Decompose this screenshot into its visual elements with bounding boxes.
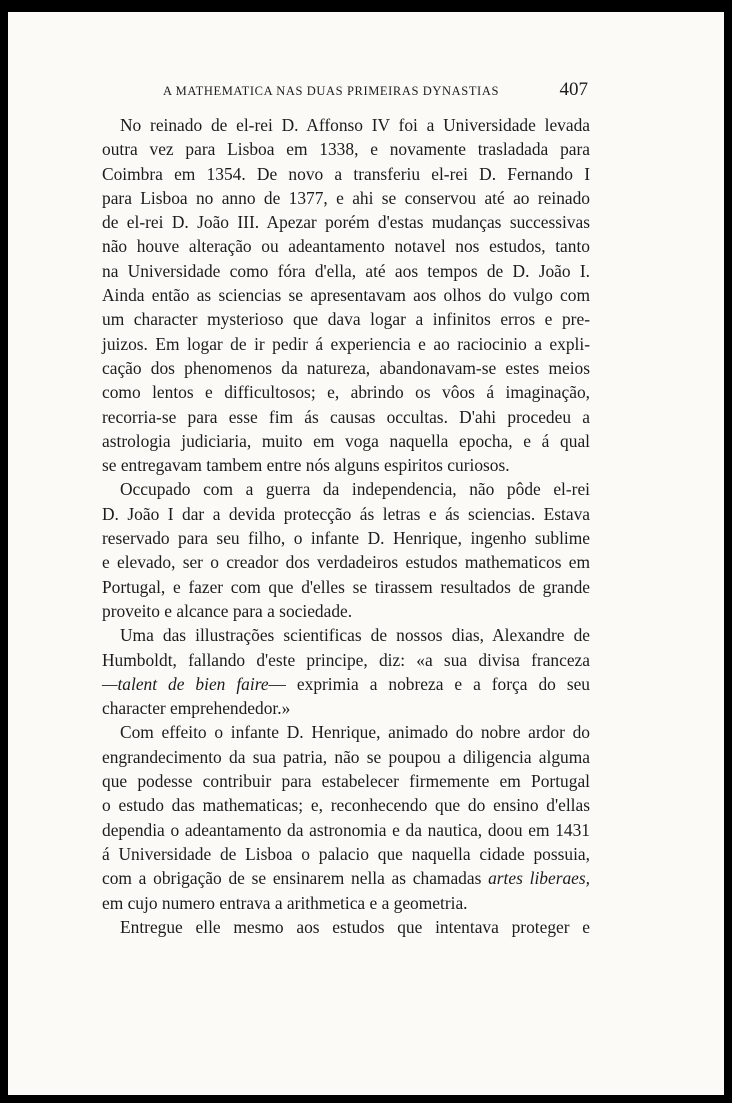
text-line: recorria-se para esse fim ás causas occultas. D'ahi procedeu a xyxy=(102,406,590,427)
paragraph xyxy=(102,623,590,720)
paragraph xyxy=(102,477,590,623)
text-line: juizos. Em logar de ir pedir á experiencia e ao raciocinio a expli- xyxy=(102,333,590,354)
text-line: de el-rei D. João III. Apezar porém d'estas mudanças successivas xyxy=(102,212,590,233)
text-line: como lentos e difficultosos; e, abrindo os vôos á imaginação, xyxy=(102,382,590,403)
body-text xyxy=(102,113,590,939)
text-line: Coimbra em 1354. De novo a transferiu el-rei D. Fernando I xyxy=(102,163,590,184)
text-line: á Universidade de Lisboa o palacio que naquella cidade possuia, xyxy=(102,843,590,864)
text-line: Ainda então as sciencias se apresentavam aos olhos do vulgo com xyxy=(102,285,590,306)
text-line: D. João I dar a devida protecção ás letras e ás sciencias. Estava xyxy=(102,503,590,524)
italic-motto: —talent de bien faire xyxy=(102,673,269,694)
text-line: Humboldt, fallando d'este principe, diz: «a sua divisa franceza xyxy=(102,649,590,670)
page-number: 407 xyxy=(559,79,588,100)
paragraph xyxy=(102,113,590,477)
text-line: No reinado de el-rei D. Affonso IV foi a Universidade levada xyxy=(120,115,590,135)
text-line: e elevado, ser o creador dos verdadeiros estudos mathematicos em xyxy=(102,552,590,573)
text-line: outra vez para Lisboa em 1338, e novamente trasladada para xyxy=(102,139,590,160)
text-line: dependia o adeantamento da astronomia e da nautica, doou em 1431 xyxy=(102,819,590,840)
text-line: o estudo das mathematicas; e, reconhecendo que do ensino d'ellas xyxy=(102,795,590,816)
text-line: na Universidade como fóra d'ella, até aos tempos de D. João I. xyxy=(102,260,590,281)
book-page xyxy=(8,12,724,1095)
text-line: para Lisboa no anno de 1377, e ahi se conservou até ao reinado xyxy=(102,187,590,208)
text-line: astrologia judiciaria, muito em voga naquella epocha, e á qual xyxy=(102,430,590,451)
page-header xyxy=(163,79,588,103)
text-line: proveito e alcance para a sociedade. xyxy=(102,600,353,621)
text-line: Com effeito o infante D. Henrique, animado do nobre ardor do xyxy=(120,722,590,743)
text-fragment: com a obrigação de se ensinarem nella as chamadas xyxy=(102,868,489,889)
text-line: Uma das illustrações scientificas de nossos dias, Alexandre de xyxy=(120,625,590,646)
text-line: Occupado com a guerra da independencia, não pôde el-rei xyxy=(120,479,590,500)
text-line: reservado para seu filho, o infante D. Henrique, ingenho sublime xyxy=(102,528,590,549)
text-line: Portugal, e fazer com que d'elles se tirassem resultados de grande xyxy=(102,576,590,597)
text-line: se entregavam tambem entre nós alguns espiritos curiosos. xyxy=(102,455,510,476)
text-line xyxy=(102,672,590,696)
text-line: engrandecimento da sua patria, não se poupou a diligencia alguma xyxy=(102,746,590,767)
text-line: Entregue elle mesmo aos estudos que intentava proteger e xyxy=(120,916,590,937)
text-line xyxy=(102,866,590,890)
italic-term: artes liberaes, xyxy=(488,868,590,889)
paragraph xyxy=(102,720,590,914)
text-fragment: — exprimia a nobreza e a força do seu xyxy=(268,673,590,694)
running-head: A MATHEMATICA NAS DUAS PRIMEIRAS DYNASTIAS xyxy=(163,84,500,98)
text-line: um character mysterioso que dava logar a infinitos erros e pre- xyxy=(102,309,590,330)
text-line: que podesse contribuir para estabelecer firmemente em Portugal xyxy=(102,771,590,792)
text-line: character emprehendedor.» xyxy=(102,698,291,719)
text-line: em cujo numero entrava a arithmetica e a geometria. xyxy=(102,892,468,913)
text-line: cação dos phenomenos da natureza, abandonavam-se estes meios xyxy=(102,357,590,378)
paragraph xyxy=(102,915,590,939)
text-line: não houve alteração ou adeantamento notavel nos estudos, tanto xyxy=(102,236,590,257)
